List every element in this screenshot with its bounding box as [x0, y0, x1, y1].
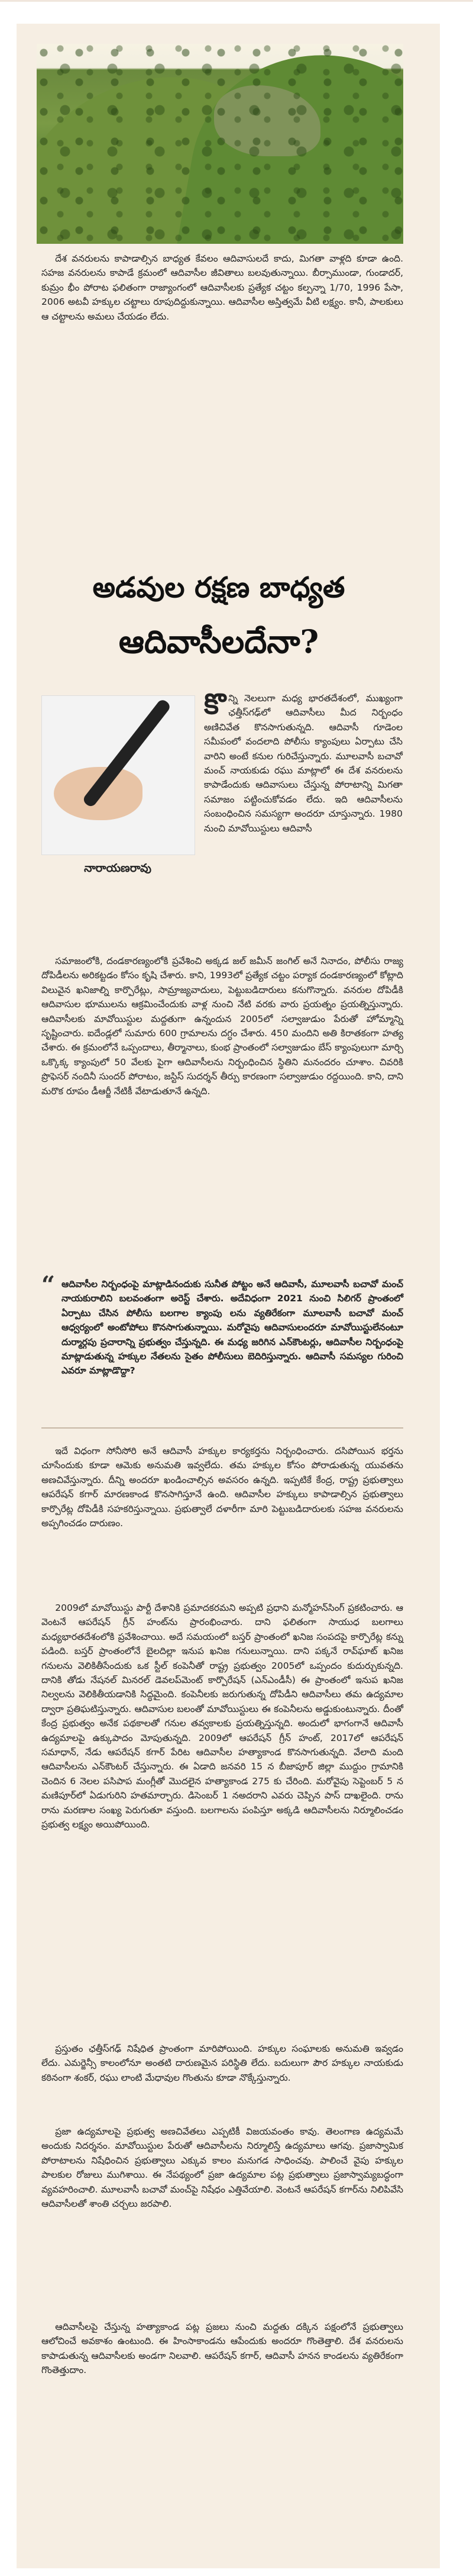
divider: [41, 1427, 403, 1429]
headline-line2: ఆదివాసీలదేనా?: [118, 623, 319, 660]
body-paragraph: ఇదే విధంగా సోనీసోరి అనే ఆదివాసీ హక్కుల కార్యకర్తను నిర్బంధించారు. దసిపోయిన భర్తను చూసేందుకు కూడా ఆమెకు అనుమతి ఇవ్వలేదు. తమ హక్కుల కోసం పోరాడుతున్న యువతను అణచివేస్తున్నారు. దీన్ని అందరూ ఖండించాల్సిన అవసరం ఉన్నది. ఇప్పటికే కేంద్ర, రాష్ట్ర ప్రభుత్వాలు ఆపరేషన్ కగార్ మారణకాండ కొనసాగిస్తూనే ఉంది. ఆదివాసీల హక్కులు కాపాడాల్సిన ప్రభుత్వాలు కార్పొరేట్ల దోపిడీకి సహకరిస్తున్నాయి. ప్రభుత్వాలే దళారీగా మారి పెట్టుబడిదారులకు సహజ వనరులను అప్పగించడం దారుణం.: [41, 1446, 403, 1529]
body-paragraph: ఆదివాసీలపై చేస్తున్న హత్యాకాండ పట్ల ప్రజలు నుంచి మద్దతు దక్కిన పక్షంలోనే ప్రభుత్వాలు ఆలోచించే అవకాశం ఉంటుంది. ఈ హింసాకాండను ఆపేందుకు అందరూ గొంతెత్తాలి. దేశ వనరులను కాపాడుతున్న ఆదివాసీలకు అండగా నిలవాలి. ఆపరేషన్ కగార్, ఆదివాసీ హనన కాండలను వ్యతిరేకంగా గొంతెత్తుదాం.: [41, 2322, 403, 2376]
body-paragraph: సమాజంలోకి, దండకారణ్యంలోకి ప్రవేశించి అక్కడ జల్ జమీన్ జంగిల్ అనే నినాదం, పోలీసు రాజ్య దోపిడీలను అరికట్టడం కోసం కృషి చేశారు. కాని, 1993లో ప్రత్యేక చట్టం పర్యాక దండకారణ్యంలో కోట్లాది విలువైన ఖనిజాల్ని కార్పొరేట్లు, సామ్రాజ్యవాదులు, పెట్టుబడిదారులు కనుగొన్నారు. వనరుల దోపిడీకి ఆదివాసుల భూములను ఆక్రమించేందుకు వాళ్ల నుంచి నేటి వరకు వారు ప్రయత్నం ప్రయత్నిస్తున్నారు. ఆదివాసీలకు మావోయిస్టుల మద్దతుగా ఉన్నందున 2005లో సల్వాజుడుం పేరుతో హోమ్మాన్ని సృష్టించారు. ఐదేండ్లలో సుమారు 600 గ్రామాలను దగ్ధం చేశారు. 450 మందిని అతి కిరాతకంగా హత్య చేశారు. ఈ క్రమంలోనే ఒప్పందాలు, తీర్మానాలు, కుంభ ప్రాంతంలో సల్వాజుడుం బేస్ క్యాంపులుగా మార్చి ఒక్కొక్క క్యాంపులో 50 వేలకు పైగా ఆదివాసీలను నిర్బంధించిన స్థితిని మనందరం చూశాం. చివరికి ప్రొఫెసర్ నందినీ సుందర్ పోరాటం, జస్టిస్ సుదర్శన్ తీర్పు కారణంగా సల్వాజుడుం రద్దయింది. కాని, దాని మరొక రూపం డీఆర్జీ నేటికీ వేటాడుతూనే ఉన్నది.: [41, 956, 403, 1097]
headline-line1: అడవుల రక్షణ బాధ్యత: [92, 571, 345, 604]
top-rule: [0, 0, 473, 2]
quote-mark-icon: “: [41, 1271, 56, 1299]
intro-paragraph: దేశ వనరులను కాపాడాల్సిన బాధ్యత కేవలం ఆదివాసులదే కాదు, మిగతా వాళ్లది కూడా ఉంది. సహజ వనరులను కాపాడే క్రమంలో ఆదివాసీల జీవితాలు బలవుతున్నాయి. బీర్సాముండా, గుండాదర్, కుమ్రం భీం పోరాట ఫలితంగా రాజ్యాంగంలో ఆదివాసీలకు ప్రత్యేక చట్టం కల్పన్నా 1/70, 1996 పేసా, 2006 అటవీ హక్కుల చట్టాలు రూపుదిద్దుకున్నాయి. ఆదివాసీల అస్తిత్వమే వీటి లక్ష్యం. కానీ, పాలకులు ఆ చట్టాలను అమలు చేయడం లేదు.: [41, 253, 403, 322]
tree-texture: [37, 44, 403, 244]
body-paragraph: 2009లో మావోయిస్టు పార్టీ దేశానికి ప్రమాదకరమని అప్పటి ప్రధాని మన్మోహన్‌సింగ్ ప్రకటించారు. ఆ వెంటనే ఆపరేషన్ గ్రీన్ హంట్‌ను ప్రారంభించారు. దాని ఫలితంగా సాయుధ బలగాలు మధ్యభారతదేశంలోకి ప్రవేశించాయి. అదే సమయంలో బస్తర్ ప్రాంతంలో ఖనిజ సంపదపై కార్పొరేట్ల కన్ను పడింది. బస్తర్ ప్రాంతంలోనే బైలదిల్లా ఇనుప ఖనిజ గనులున్నాయి. దాని పక్కనే రావ్‌ఘాట్ ఖనిజ గనులను వెలికితీసేందుకు ఒక స్టీల్ కంపెనీతో రాష్ట్ర ప్రభుత్వం 2005లో ఒప్పందం కుదుర్చుకున్నది. దానికి తోడు నేషనల్ మినరల్ డెవలప్‌మెంట్ కార్పొరేషన్ (ఎన్ఎండీసీ) ఈ ప్రాంతంలో ఇనుప ఖనిజ నిల్వలను వెలికితీయడానికి సిద్ధమైంది. కంపెనీలకు జరుగుతున్న దోపిడీని ఆదివాసీలు తమ ఉద్యమాల ద్వారా ప్రతిఘటిస్తున్నారు. ఆదివాసుల బలంతో మావోయిస్టులు ఈ కంపెనీలను అడ్డుకుంటున్నారు. దీంతో కేంద్ర ప్రభుత్వం అనేక పథకాలతో గనుల తవ్వకాలకు ప్రయత్నిస్తున్నది. అందులో భాగంగానే ఆదివాసీ ఉద్యమాలపై ఉక్కుపాదం మోపుతున్నది. 2009లో ఆపరేషన్ గ్రీన్ హంట్, 2017లో ఆపరేషన్ సమాధాన్, నేడు ఆపరేషన్ కగార్ పేరిట ఆదివాసీల హత్యాకాండ కొనసాగుతున్నది. వేలాది మంది ఆదివాసీలను ఎన్‌కౌంటర్ చేస్తున్నారు. ఈ ఏడాది జనవరి 15 న బీజాపూర్ జిల్లా ముద్దుం గ్రామానికి చెందిన 6 నెలల పసిపాప మంగ్లీతో మొదలైన హత్యాకాండ 275 కు చేరింది. మరోవైపు సెప్టెంబర్ 5 న మణిపూర్‌లో ఏడుగురిని హతమార్చారు. డిసెంబర్ 1 నఅదరాని ఎవరు చెప్పిన పాస్ దాఖలైంది. రాను రాను మరణాల సంఖ్య పెరుగుతూ వస్తుంది. బలగాలను పంపిస్తూ అక్కడి ఆదివాసీలను నిర్మూలించడం ప్రభుత్వ లక్ష్యం అయిపోయింది.: [41, 1603, 403, 1830]
author-name: నారాయణరావు: [84, 862, 151, 875]
pull-quote: ఆదివాసీల నిర్బంధంపై మాట్లాడినందుకు సునీత పోట్టం అనే ఆదివాసీ, మూలవాసీ బచావో మంచ్ నాయకురాలిని బలవంతంగా అరెస్ట్ చేశారు. అదేవిధంగా 2021 నుంచి సిలిగర్ ప్రాంతంలో ఏర్పాటు చేసిన పోలీసు బలగాల క్యాంపు లను వ్యతిరేకంగా మూలవాసీ బచావో మంచ్ ఆధ్వర్యంలో అంటోపోలు కొనసాగుతున్నాయి. మరోవైపు ఆదివాసులందరూ మావోయిస్టులేనంటూ దుర్మార్గపు ప్రచారాన్ని ప్రభుత్వం చేస్తున్నది. ఈ మధ్య జరిగిన ఎన్‌కౌంటర్లు, ఆదివాసీల నిర్బంధంపై మాట్లాడుతున్న హక్కుల నేతలను సైతం పోలీసులు బెదిరిస్తున్నారు. ఆదివాసీ సమస్యల గురించి ఎవరూ మాట్లాడొద్దా?: [61, 1279, 403, 1376]
lead-paragraph: [204, 688, 403, 836]
body-paragraph: ప్రస్తుతం ఛత్తీస్‌గఢ్ నిషేధిత ప్రాంతంగా మారిపోయింది. హక్కుల సంఘాలకు అనుమతి ఇవ్వడం లేదు. ఎమర్జెన్సీ కాలంలోనూ అంతటి దారుణమైన పరిస్థితి లేదు. బదులుగా పౌర హక్కుల నాయకుడు కఠినంగా శంకర్, రఘు లాంటి మేధావుల గొంతును కూడా నొక్కేస్తున్నారు.: [41, 2043, 403, 2083]
author-photo: [41, 695, 195, 855]
lead-text: న్ని నెలలుగా మధ్య భారతదేశంలో, ముఖ్యంగా ఛత్తీస్‌గఢ్‌లో ఆదివాసీలు మీద నిర్బంధం అణిచివేత కొనసాగుతున్నది. ఆదివాసీ గూడెంల సమీపంలో వందలాది పోలీసు క్యాంపులు ఏర్పాటు చేసి వారిని అంటే కనుల గురిచేస్తున్నారు. మూలవాసీ బచావో మంచ్ నాయకుడు రఘు మాట్లాలో ఈ దేశ వనరులను కాపాడేందుకు ఆదివాసులు చేస్తున్న పోరాటాన్ని మిగతా సమాజం పట్టించుకోవడం లేదు. ఇది ఆదివాసీలను సంబంధించిన సమస్యగా అందరూ చూస్తున్నారు. 1980 నుంచి మావోయిస్టులు ఆదివాసీ: [204, 693, 403, 834]
body-paragraph: ప్రజా ఉద్యమాలపై ప్రభుత్వ అణచివేతలు ఎప్పటికీ విజయవంతం కావు. తెలంగాణ ఉద్యమమే అందుకు నిదర్శనం. మావోయిస్టుల పేరుతో ఆదివాసీలను నిర్మూలిస్తే ఉద్యమాలు ఆగవు. ప్రజాస్వామిక పోరాటాలను నిషేధించిన ప్రభుత్వాలు ఎక్కువ కాలం మనుగడ సాధించవు. పాలించే వైపు హక్కుల పాలకుల రోజులు ముగిశాయి. ఈ నేపథ్యంలో ప్రజా ఉద్యమాల పట్ల ప్రభుత్వాలు ప్రజాస్వామ్యబద్ధంగా వ్యవహరించాలి. మూలవాసీ బచావో మంచ్‌పై నిషేధం ఎత్తివేయాలి. వెంటనే ఆపరేషన్ కగార్‌ను నిలిపివేసి ఆదివాసీలతో శాంతి చర్చలు జరపాలి.: [41, 2126, 403, 2210]
forest-hills-photo: [37, 44, 403, 244]
dropcap: కొ: [204, 688, 226, 721]
